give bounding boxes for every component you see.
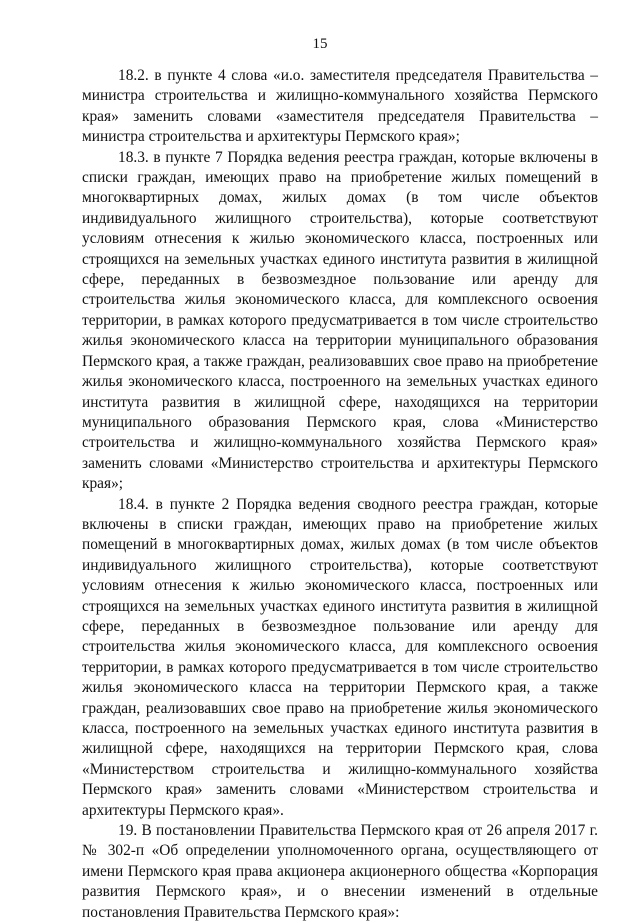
paragraph-18-4: 18.4. в пункте 2 Порядка ведения сводного реестра граждан, которые включены в списки граждан, имеющих право на приобретение жилых помещений в многоквартирных домах, жилых домах (в том числе объектов индивидуального жилищного строительства), которые соответствуют условиям отнесения к жилью экономического класса, построенных или строящихся на земельных участках единого института развития в жилищной сфере, переданных в безвозмездное пользование или аренду для строительства жилья экономического класса, для комплексного освоения территории, в рамках которого предусматривается в том числе строительство жилья экономического класса на территории Пермского края, а также граждан, реализовавших свое право на приобретение жилья экономического класса, построенного на земельных участках единого института развития в жилищной сфере, находящихся на территории Пермского края, слова «Министерством строительства и жилищно-коммунального хозяйства Пермского края» заменить словами «Министерством строительства и архитектуры Пермского края». [82,495,598,819]
paragraph-18-2: 18.2. в пункте 4 слова «и.о. заместителя председателя Правительства – министра строительства и жилищно-коммунального хозяйства Пермского края» заменить словами «заместителя председателя Правительства – министра строительства и архитектуры Пермского края»; [82,67,598,146]
document-body [82,66,598,923]
page-number: 15 [312,36,328,52]
paragraph-18-3: 18.3. в пункте 7 Порядка ведения реестра граждан, которые включены в списки граждан, имеющих право на приобретение жилых помещений в многоквартирных домах, жилых домах (в том числе объектов индивидуального жилищного строительства), которые соответствуют условиям отнесения к жилью экономического класса, построенных или строящихся на земельных участках единого института развития в жилищной сфере, переданных в безвозмездное пользование или аренду для строительства жилья экономического класса, для комплексного освоения территории, в рамках которого предусматривается в том числе строительство жилья экономического класса на территории муниципального образования Пермского края, а также граждан, реализовавших свое право на приобретение жилья экономического класса, построенного на земельных участках единого института развития в жилищной сфере, находящихся на территории муниципального образования Пермского края, слова «Министерство строительства и жилищно-коммунального хозяйства Пермского края» заменить словами «Министерство строительства и архитектуры Пермского края»; [82,148,598,493]
paragraph-19: 19. В постановлении Правительства Пермского края от 26 апреля 2017 г. № 302-п «Об определении уполномоченного органа, осуществляющего от имени Пермского края права акционера акционерного общества «Корпорация развития Пермского края», и о внесении изменений в отдельные постановления Правительства Пермского края»: [82,822,598,921]
